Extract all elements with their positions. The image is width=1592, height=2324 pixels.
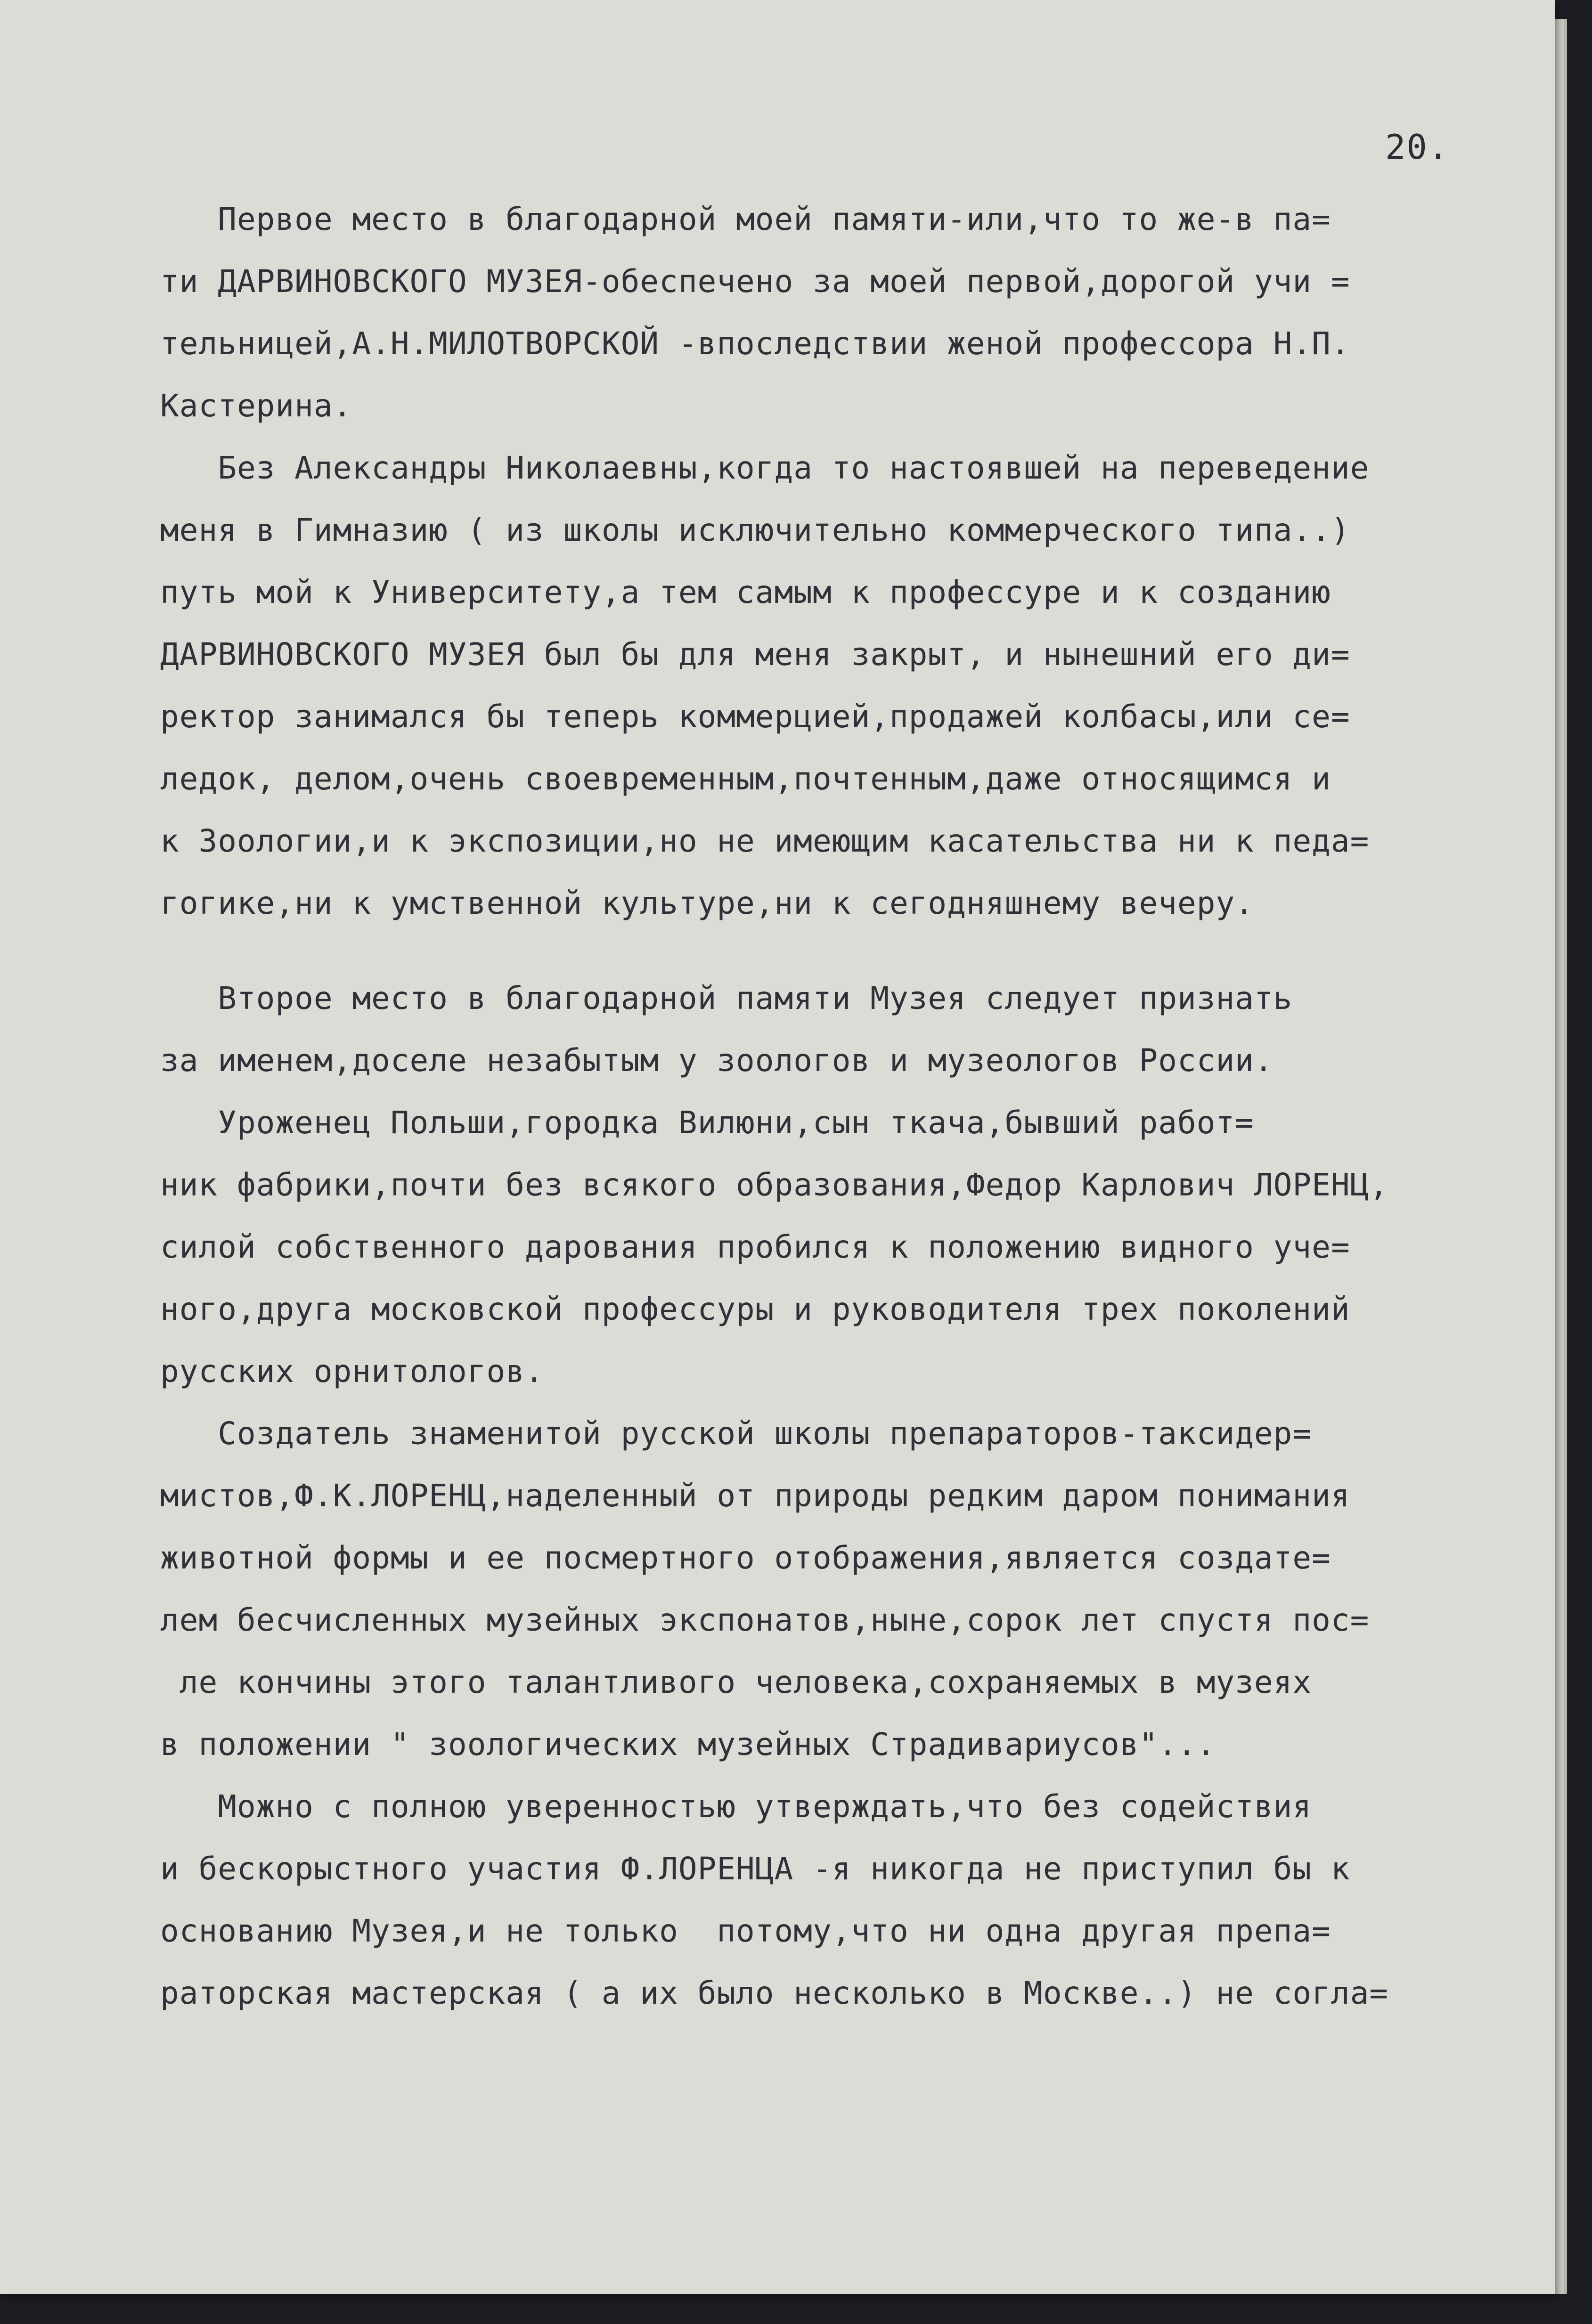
text-line: ти ДАРВИНОВСКОГО МУЗЕЯ-обеспечено за моей первой,дорогой учи = <box>160 263 1350 300</box>
text-line: тельницей,А.Н.МИЛОТВОРСКОЙ -впоследствии женой профессора Н.П. <box>160 325 1350 362</box>
text-line: Создатель знаменитой русской школы препараторов-таксидер= <box>160 1415 1312 1452</box>
text-line: меня в Гимназию ( из школы исключительно коммерческого типа..) <box>160 512 1350 548</box>
paragraph-second-place <box>160 967 1536 1092</box>
text-line: ник фабрики,почти без всякого образования,Федор Карлович ЛОРЕНЦ, <box>160 1167 1389 1203</box>
text-line: в положении " зоологических музейных Страдивариусов"... <box>160 1726 1216 1763</box>
page-number: 20. <box>1385 127 1450 167</box>
text-line: и бескорыстного участия Ф.ЛОРЕНЦА -я никогда не приступил бы к <box>160 1851 1350 1887</box>
text-line: за именем,доселе незабытым у зоологов и музеологов России. <box>160 1042 1274 1079</box>
text-line: ДАРВИНОВСКОГО МУЗЕЯ был бы для меня закрыт, и нынешний его ди= <box>160 636 1350 673</box>
text-line: Второе место в благодарной памяти Музея следует признать <box>160 980 1293 1016</box>
text-line: раторская мастерская ( а их было несколько в Москве..) не согла= <box>160 1975 1389 2011</box>
paragraph-taxidermy-school <box>160 1403 1536 1776</box>
text-line: мистов,Ф.К.ЛОРЕНЦ,наделенный от природы редким даром понимания <box>160 1478 1350 1514</box>
text-line: основанию Музея,и не только потому,что ни одна другая препа= <box>160 1913 1331 1949</box>
paragraph-darwin-museum-first-place <box>160 188 1536 437</box>
text-line: Можно с полною уверенностью утверждать,что без содействия <box>160 1788 1312 1825</box>
page-body <box>160 188 1536 2024</box>
paragraph-alexandra-nikolaevna <box>160 437 1536 934</box>
text-line: Без Александры Николаевны,когда то настоявшей на переведение <box>160 450 1370 486</box>
text-line: ле кончины этого талантливого человека,сохраняемых в музеях <box>160 1664 1312 1700</box>
paragraph-museum-founding <box>160 1776 1536 2024</box>
text-line: гогике,ни к умственной культуре,ни к сегодняшнему вечеру. <box>160 885 1254 921</box>
text-line: силой собственного дарования пробился к положению видного уче= <box>160 1229 1350 1265</box>
paragraph-gap <box>160 934 1536 967</box>
text-line: к Зоологии,и к экспозиции,но не имеющим касательства ни к педа= <box>160 823 1370 859</box>
text-line: Уроженец Польши,городка Вилюни,сын ткача,бывший работ= <box>160 1105 1254 1141</box>
text-line: лем бесчисленных музейных экспонатов,ныне,сорок лет спустя пос= <box>160 1602 1370 1638</box>
text-line: ректор занимался бы теперь коммерцией,продажей колбасы,или се= <box>160 699 1350 735</box>
text-line: Кастерина. <box>160 388 352 424</box>
paragraph-lorenz-biography <box>160 1092 1536 1403</box>
text-line: ледок, делом,очень своевременным,почтенным,даже относящимся и <box>160 761 1331 797</box>
text-line: ного,друга московской профессуры и руководителя трех поколений <box>160 1291 1350 1327</box>
text-line: Первое место в благодарной моей памяти-или,что то же-в па= <box>160 201 1331 237</box>
text-line: путь мой к Университету,а тем самым к профессуре и к созданию <box>160 574 1331 610</box>
text-line: русских орнитологов. <box>160 1353 544 1390</box>
text-line: животной формы и ее посмертного отображения,является создате= <box>160 1540 1331 1576</box>
